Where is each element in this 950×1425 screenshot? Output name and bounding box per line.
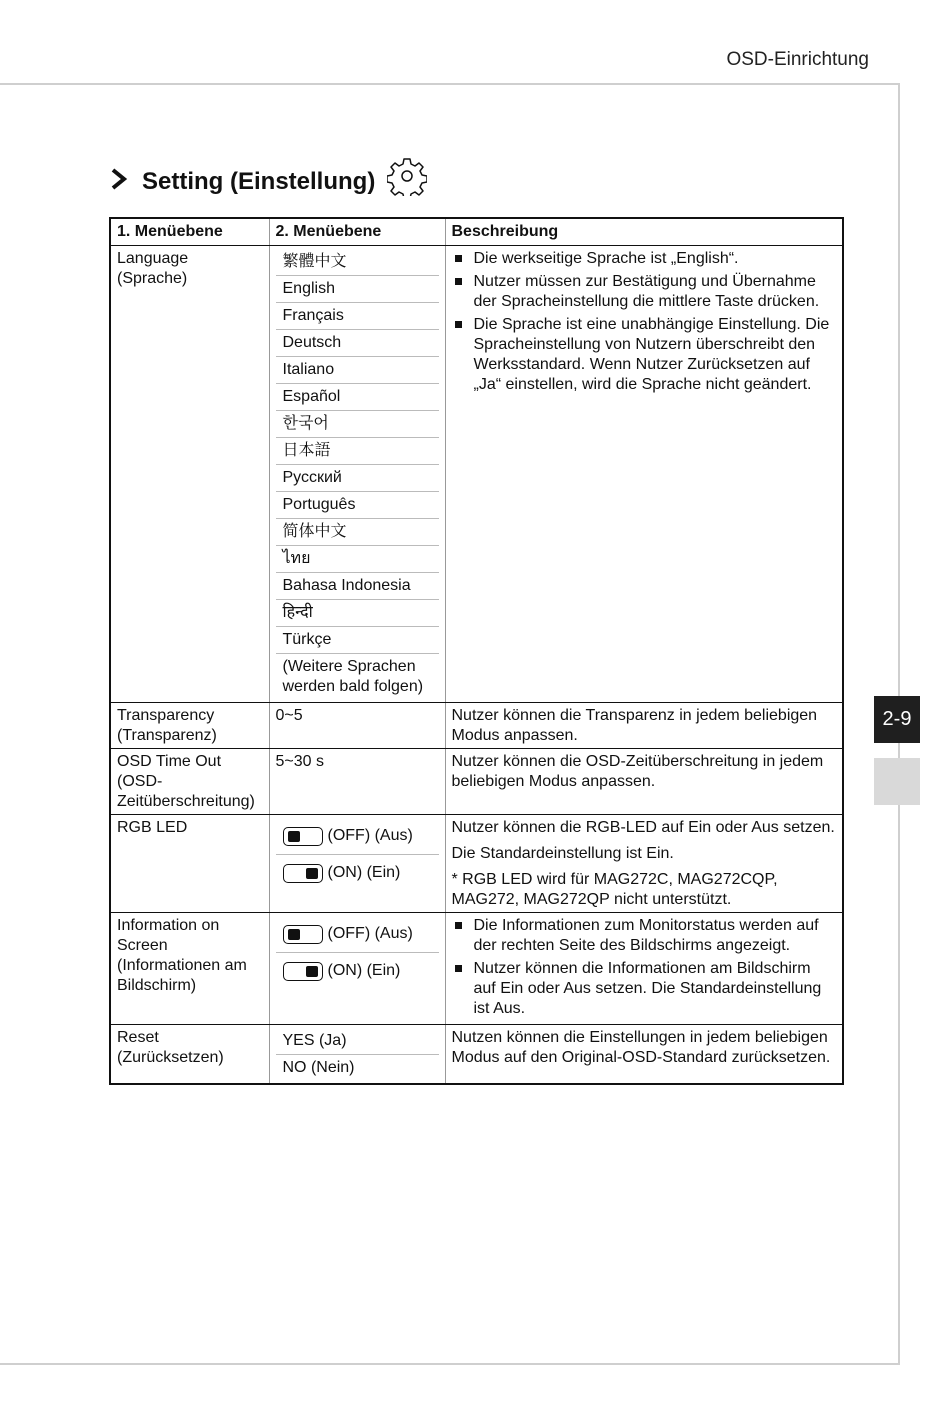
rgb-led-options bbox=[269, 815, 445, 913]
row-value: 0~5 bbox=[269, 703, 445, 749]
column-header: 2. Menüebene bbox=[269, 218, 445, 246]
table-row-info-on-screen bbox=[110, 913, 843, 1025]
list-item: हिन्दी bbox=[276, 600, 439, 627]
row-label: Transparency (Transparenz) bbox=[110, 703, 269, 749]
list-item: YES (Ja) bbox=[276, 1028, 439, 1055]
list-item: 繁體中文 bbox=[276, 249, 439, 276]
list-item: Italiano bbox=[276, 357, 439, 384]
toggle-off-icon bbox=[283, 925, 323, 944]
row-label: RGB LED bbox=[110, 815, 269, 913]
list-item: ไทย bbox=[276, 546, 439, 573]
list-item: (Weitere Sprachen werden bald folgen) bbox=[282, 658, 424, 695]
page-frame-bottom bbox=[0, 1363, 900, 1365]
row-description bbox=[445, 815, 843, 913]
row-label: Information on Screen (Informationen am Bildschirm) bbox=[110, 913, 269, 1025]
page-number-tab: 2-9 bbox=[874, 696, 920, 743]
table-row-osd-timeout bbox=[110, 749, 843, 815]
row-value: 5~30 s bbox=[269, 749, 445, 815]
list-item: Español bbox=[276, 384, 439, 411]
list-item: NO (Nein) bbox=[282, 1059, 355, 1076]
info-on-option bbox=[276, 953, 439, 989]
gear-icon bbox=[387, 156, 427, 196]
language-options bbox=[269, 246, 445, 703]
rgb-led-off-option bbox=[276, 818, 439, 855]
list-item: Русский bbox=[276, 465, 439, 492]
reset-options bbox=[269, 1025, 445, 1085]
row-description bbox=[445, 913, 843, 1025]
settings-table bbox=[109, 217, 844, 1085]
toggle-on-icon bbox=[283, 962, 323, 981]
column-header: Beschreibung bbox=[445, 218, 843, 246]
description-note: * RGB LED wird für MAG272C, MAG272CQP, MAG272, MAG272QP nicht unterstützt. bbox=[451, 871, 778, 908]
list-item: English bbox=[276, 276, 439, 303]
bullet-item: Die Informationen zum Monitorstatus werden auf der rechten Seite des Bildschirms angezeigt. bbox=[452, 916, 837, 956]
column-header: 1. Menüebene bbox=[110, 218, 269, 246]
info-off-option bbox=[276, 916, 439, 953]
option-label: (OFF) (Aus) bbox=[327, 925, 413, 942]
option-label: (ON) (Ein) bbox=[327, 962, 401, 979]
running-header: OSD-Einrichtung bbox=[726, 49, 869, 70]
row-description bbox=[445, 246, 843, 703]
row-description: Nutzer können die Transparenz in jedem beliebigen Modus anpassen. bbox=[445, 703, 843, 749]
list-item: 简体中文 bbox=[276, 519, 439, 546]
table-row-rgb-led bbox=[110, 815, 843, 913]
description-text: Nutzer können die RGB-LED auf Ein oder Aus setzen. bbox=[451, 819, 835, 836]
list-item: Türkçe bbox=[276, 627, 439, 654]
option-label: (ON) (Ein) bbox=[327, 864, 401, 881]
page-frame-top bbox=[0, 83, 900, 85]
rgb-led-on-option bbox=[276, 855, 439, 891]
page-tab-placeholder bbox=[874, 758, 920, 805]
row-label: Reset (Zurücksetzen) bbox=[110, 1025, 269, 1085]
bullet-item: Nutzer müssen zur Bestätigung und Übernahme der Spracheinstellung die mittlere Taste drücken. bbox=[452, 272, 837, 312]
table-header-row bbox=[110, 218, 843, 246]
info-on-screen-options bbox=[269, 913, 445, 1025]
list-item: Français bbox=[276, 303, 439, 330]
table-row-language bbox=[110, 246, 843, 703]
bullet-item: Die werkseitige Sprache ist „English“. bbox=[452, 249, 837, 269]
description-text: Die Standardeinstellung ist Ein. bbox=[451, 845, 674, 862]
list-item: 日本語 bbox=[276, 438, 439, 465]
option-label: (OFF) (Aus) bbox=[327, 827, 413, 844]
toggle-off-icon bbox=[283, 827, 323, 846]
table-row-reset bbox=[110, 1025, 843, 1085]
row-label: Language (Sprache) bbox=[110, 246, 269, 703]
list-item: Deutsch bbox=[276, 330, 439, 357]
list-item: Português bbox=[276, 492, 439, 519]
bullet-item: Die Sprache ist eine unabhängige Einstellung. Die Spracheinstellung von Nutzern überschreibt den Werksstandard. Wenn Nutzer Zurücksetzen auf „Ja“ einstellen, wird die Sprache nicht geändert. bbox=[452, 315, 837, 395]
table-row-transparency bbox=[110, 703, 843, 749]
toggle-on-icon bbox=[283, 864, 323, 883]
list-item: Bahasa Indonesia bbox=[276, 573, 439, 600]
section-heading bbox=[110, 156, 427, 196]
row-label: OSD Time Out (OSD-Zeitüberschreitung) bbox=[110, 749, 269, 815]
section-title: Setting (Einstellung) bbox=[142, 168, 376, 195]
bullet-item: Nutzer können die Informationen am Bildschirm auf Ein oder Aus setzen. Die Standardeinstellung ist Aus. bbox=[452, 959, 837, 1019]
chevron-right-icon bbox=[110, 167, 128, 191]
row-description: Nutzen können die Einstellungen in jedem beliebigen Modus auf den Original-OSD-Standard zurücksetzen. bbox=[445, 1025, 843, 1085]
list-item: 한국어 bbox=[276, 411, 439, 438]
row-description: Nutzer können die OSD-Zeitüberschreitung in jedem beliebigen Modus anpassen. bbox=[445, 749, 843, 815]
